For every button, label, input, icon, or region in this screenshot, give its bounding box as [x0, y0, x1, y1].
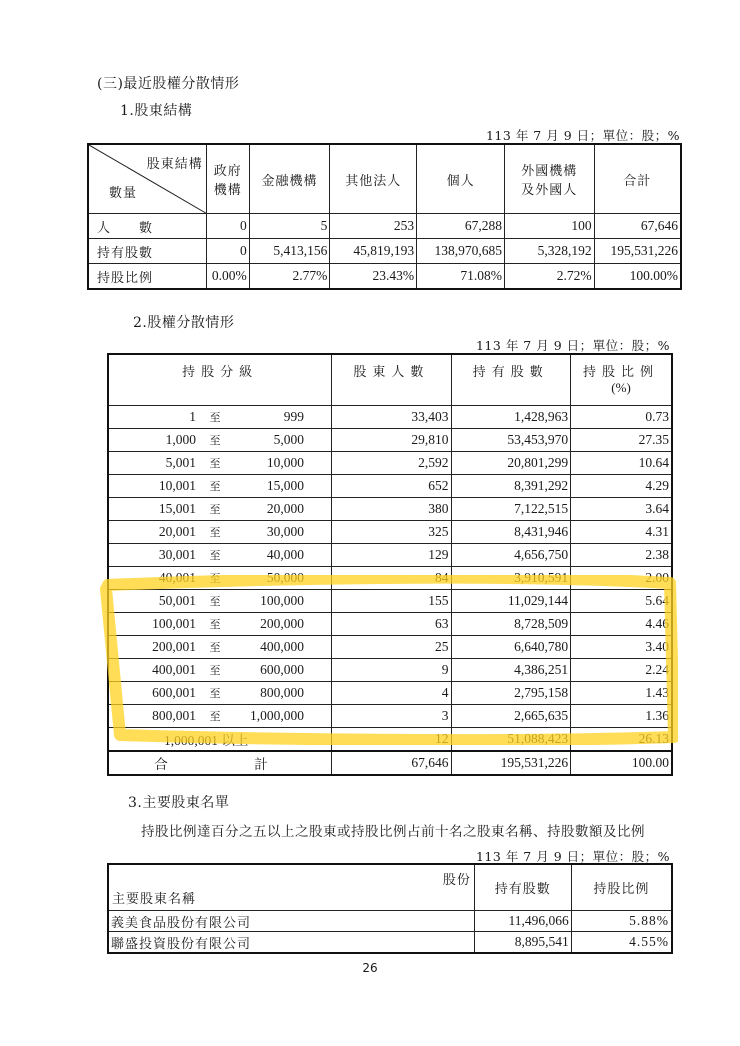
- cell: 11,496,066: [474, 911, 571, 932]
- holders-cell: 63: [332, 613, 451, 636]
- range-cell: 10,001 至 15,000: [108, 475, 332, 498]
- shareholder-name: 聯盛投資股份有限公司: [108, 932, 474, 954]
- distribution-title: 2.股權分散情形: [133, 315, 235, 331]
- table-row: [108, 636, 672, 659]
- table-row-over-million: [108, 728, 672, 752]
- col-header-holders: 股東人數: [332, 354, 451, 406]
- corner-label-bottom: 主要股東名稱: [112, 891, 197, 906]
- holders-cell: 129: [332, 544, 451, 567]
- cell: 253: [330, 214, 417, 239]
- pct-cell: 26.13: [571, 728, 672, 752]
- range-cell: 50,001 至 100,000: [108, 590, 332, 613]
- corner-label-top: 股東結構: [146, 156, 203, 171]
- holders-cell: 33,403: [332, 406, 451, 429]
- cell: 2.72%: [504, 264, 594, 290]
- table-row: [108, 590, 672, 613]
- shares-cell: 7,122,515: [451, 498, 571, 521]
- holders-cell: 155: [332, 590, 451, 613]
- pct-cell: 3.40: [571, 636, 672, 659]
- table-row: [108, 659, 672, 682]
- major-shareholders-table: [107, 863, 673, 954]
- pct-cell: 2.24: [571, 659, 672, 682]
- table-row: [108, 567, 672, 590]
- range-cell: 800,001 至 1,000,000: [108, 705, 332, 728]
- table-header-row: [108, 864, 672, 911]
- holders-cell: 29,810: [332, 429, 451, 452]
- shares-cell: 8,431,946: [451, 521, 571, 544]
- table-row: [108, 429, 672, 452]
- table-row: [108, 682, 672, 705]
- col-header-pct: 持股比例 (%): [571, 354, 672, 406]
- shares-cell: 8,728,509: [451, 613, 571, 636]
- corner-label-bottom: 數量: [109, 185, 138, 200]
- cell: 45,819,193: [330, 239, 417, 264]
- holders-cell: 67,646: [332, 751, 451, 775]
- table-row: [108, 498, 672, 521]
- cell: 138,970,685: [417, 239, 505, 264]
- corner-label-top: 股份: [442, 872, 471, 887]
- col-header: 合計: [594, 144, 681, 214]
- shares-cell: 1,428,963: [451, 406, 571, 429]
- cell: 2.77%: [249, 264, 330, 290]
- range-cell: 1,000 至 5,000: [108, 429, 332, 452]
- holders-cell: 2,592: [332, 452, 451, 475]
- holders-cell: 3: [332, 705, 451, 728]
- date-unit-1: 113 年 7 月 9 日；單位：股；%: [485, 128, 680, 143]
- pct-cell: 3.64: [571, 498, 672, 521]
- shares-cell: 4,656,750: [451, 544, 571, 567]
- cell: 67,646: [594, 214, 681, 239]
- cell: 195,531,226: [594, 239, 681, 264]
- range-cell: 1,000,001 以上: [108, 728, 332, 752]
- row-label: 持有股數: [88, 239, 206, 264]
- cell: 100: [504, 214, 594, 239]
- cell: 5: [249, 214, 330, 239]
- cell: 4.55%: [571, 932, 672, 954]
- pct-cell: 10.64: [571, 452, 672, 475]
- section-title: (三)最近股權分散情形: [97, 76, 240, 92]
- cell: 0: [206, 239, 249, 264]
- table-row: [88, 239, 681, 264]
- row-label: 人 數: [88, 214, 206, 239]
- range-cell: 20,001 至 30,000: [108, 521, 332, 544]
- holders-cell: 380: [332, 498, 451, 521]
- shares-cell: 11,029,144: [451, 590, 571, 613]
- col-header: 政府 機構: [206, 144, 249, 214]
- range-cell: 5,001 至 10,000: [108, 452, 332, 475]
- col-header: 個人: [417, 144, 505, 214]
- table-row: [108, 613, 672, 636]
- table-row: [108, 932, 672, 954]
- range-cell: 1 至 999: [108, 406, 332, 429]
- major-shareholders-description: 持股比例達百分之五以上之股東或持股比例占前十名之股東名稱、持股數額及比例: [141, 824, 645, 840]
- shareholder-structure-title: 1.股東結構: [120, 103, 193, 119]
- holders-cell: 4: [332, 682, 451, 705]
- cell: 23.43%: [330, 264, 417, 290]
- cell: 5,328,192: [504, 239, 594, 264]
- shares-cell: 6,640,780: [451, 636, 571, 659]
- cell: 67,288: [417, 214, 505, 239]
- pct-cell: 0.73: [571, 406, 672, 429]
- pct-cell: 4.46: [571, 613, 672, 636]
- shareholder-structure-table: [87, 143, 682, 290]
- table-row: [108, 911, 672, 932]
- holders-cell: 652: [332, 475, 451, 498]
- date-unit-2: 113 年 7 月 9 日；單位：股；%: [475, 338, 670, 353]
- table-row: [88, 264, 681, 290]
- holders-cell: 325: [332, 521, 451, 544]
- range-cell: 400,001 至 600,000: [108, 659, 332, 682]
- shares-cell: 4,386,251: [451, 659, 571, 682]
- cell: 100.00%: [594, 264, 681, 290]
- shares-cell: 51,088,423: [451, 728, 571, 752]
- holders-cell: 12: [332, 728, 451, 752]
- pct-cell: 2.00: [571, 567, 672, 590]
- pct-cell: 4.29: [571, 475, 672, 498]
- col-header-shares: 持有股數: [451, 354, 571, 406]
- holders-cell: 9: [332, 659, 451, 682]
- total-label: 合 計: [108, 751, 332, 775]
- pct-cell: 5.64: [571, 590, 672, 613]
- table-row: [88, 214, 681, 239]
- shares-cell: 53,453,970: [451, 429, 571, 452]
- shares-cell: 195,531,226: [451, 751, 571, 775]
- table-row: [108, 544, 672, 567]
- corner-header-cell: [108, 864, 474, 911]
- cell: 5,413,156: [249, 239, 330, 264]
- cell: 0.00%: [206, 264, 249, 290]
- shares-cell: 20,801,299: [451, 452, 571, 475]
- table-header-row: [108, 354, 672, 406]
- pct-cell: 27.35: [571, 429, 672, 452]
- shares-cell: 3,910,591: [451, 567, 571, 590]
- table-header-row: [88, 144, 681, 214]
- col-header-shares: 持有股數: [474, 864, 571, 911]
- pct-cell: 4.31: [571, 521, 672, 544]
- range-cell: 200,001 至 400,000: [108, 636, 332, 659]
- table-row: [108, 452, 672, 475]
- row-label: 持股比例: [88, 264, 206, 290]
- cell: 5.88%: [571, 911, 672, 932]
- col-header-level: 持股分級: [108, 354, 332, 406]
- table-row: [108, 521, 672, 544]
- shares-cell: 8,391,292: [451, 475, 571, 498]
- table-row-total: [108, 751, 672, 775]
- range-cell: 30,001 至 40,000: [108, 544, 332, 567]
- col-header: 其他法人: [330, 144, 417, 214]
- major-shareholders-title: 3.主要股東名單: [128, 795, 230, 811]
- col-header-pct: 持股比例: [571, 864, 672, 911]
- shareholder-name: 義美食品股份有限公司: [108, 911, 474, 932]
- col-header: 金融機構: [249, 144, 330, 214]
- distribution-table: [107, 353, 673, 776]
- cell: 0: [206, 214, 249, 239]
- cell: 8,895,541: [474, 932, 571, 954]
- diagonal-header-cell: [88, 144, 206, 214]
- pct-cell: 100.00: [571, 751, 672, 775]
- range-cell: 15,001 至 20,000: [108, 498, 332, 521]
- table-row: [108, 705, 672, 728]
- pct-cell: 1.43: [571, 682, 672, 705]
- shares-cell: 2,665,635: [451, 705, 571, 728]
- col-header: 外國機構 及外國人: [504, 144, 594, 214]
- holders-cell: 25: [332, 636, 451, 659]
- page-number: 26: [362, 961, 378, 975]
- pct-cell: 1.36: [571, 705, 672, 728]
- cell: 71.08%: [417, 264, 505, 290]
- table-row: [108, 406, 672, 429]
- table-row: [108, 475, 672, 498]
- date-unit-3: 113 年 7 月 9 日；單位：股；%: [475, 849, 670, 864]
- range-cell: 40,001 至 50,000: [108, 567, 332, 590]
- pct-cell: 2.38: [571, 544, 672, 567]
- range-cell: 100,001 至 200,000: [108, 613, 332, 636]
- range-cell: 600,001 至 800,000: [108, 682, 332, 705]
- holders-cell: 84: [332, 567, 451, 590]
- shares-cell: 2,795,158: [451, 682, 571, 705]
